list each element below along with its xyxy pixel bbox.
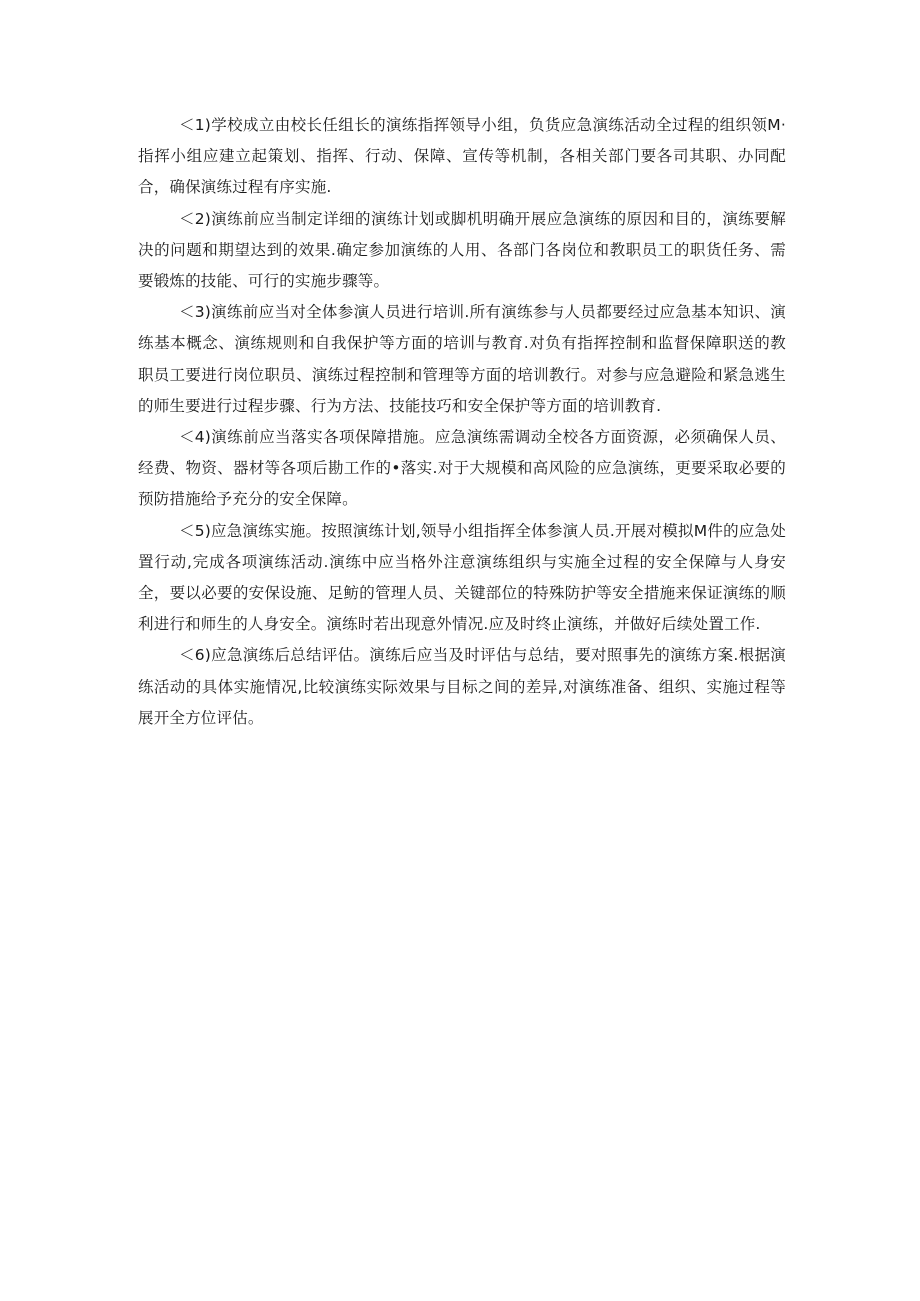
paragraph-5: ＜5)应急演练实施。按照演练计划,领导小组指挥全体参演人员.开展对模拟M件的应急处置行动,完成各项演练活动.演练中应当格外注意演练组织与实施全过程的安全保障与人身安全，要以必要的安保设施、足鲂的管理人员、关键部位的特殊防护等安全措施来保证演练的顺利进行和师生的人身安全。演练时若出现意外情况.应及时终止演练，并做好后续处置工作. [138, 521, 786, 634]
paragraph-2: ＜2)演练前应当制定详细的演练计划或脚机明确开展应急演练的原因和目的，演练要解决的问题和期望达到的效果.确定参加演练的人用、各部门各岗位和教职员工的职货任务、需要锻炼的技能、可行的实施步骤等。 [138, 209, 786, 291]
paragraph-1: ＜1)学校成立由校长任组长的演练指挥领导小组，负货应急演练活动全过程的组织领M·指挥小组应建立起策划、指挥、行动、保障、宣传等机制，各相关部门要各司其职、办同配合，确保演练过程有序实施. [138, 116, 786, 197]
paragraph-3: ＜3)演练前应当对全体参演人员进行培训.所有演练参与人员都要经过应急基本知识、演练基本概念、演练规则和自我保护等方面的培训与教育.对负有指挥控制和监督保障职送的教职员工要进行岗位职员、演练过程控制和管理等方面的培训教行。对参与应急避险和紧急逃生的师生要进行过程步骤、行为方法、技能技巧和安全保护等方面的培训教育. [138, 303, 786, 415]
paragraph-4: ＜4)演练前应当落实各项保障措施。应急演练需调动全校各方面资源，必须确保人员、经费、物资、器材等各项后勘工作的•落实.对于大规模和高风险的应急演练，更要采取必要的预防措施给予充分的安全保障。 [138, 428, 786, 509]
paragraph-6: ＜6)应急演练后总结评估。演练后应当及时评估与总结，要对照事先的演练方案.根据演练活动的具体实施情况,比较演练实际效果与目标之间的差异,对演练准备、组织、实施过程等展开全方位评估。 [138, 646, 786, 727]
document-body [138, 110, 786, 734]
